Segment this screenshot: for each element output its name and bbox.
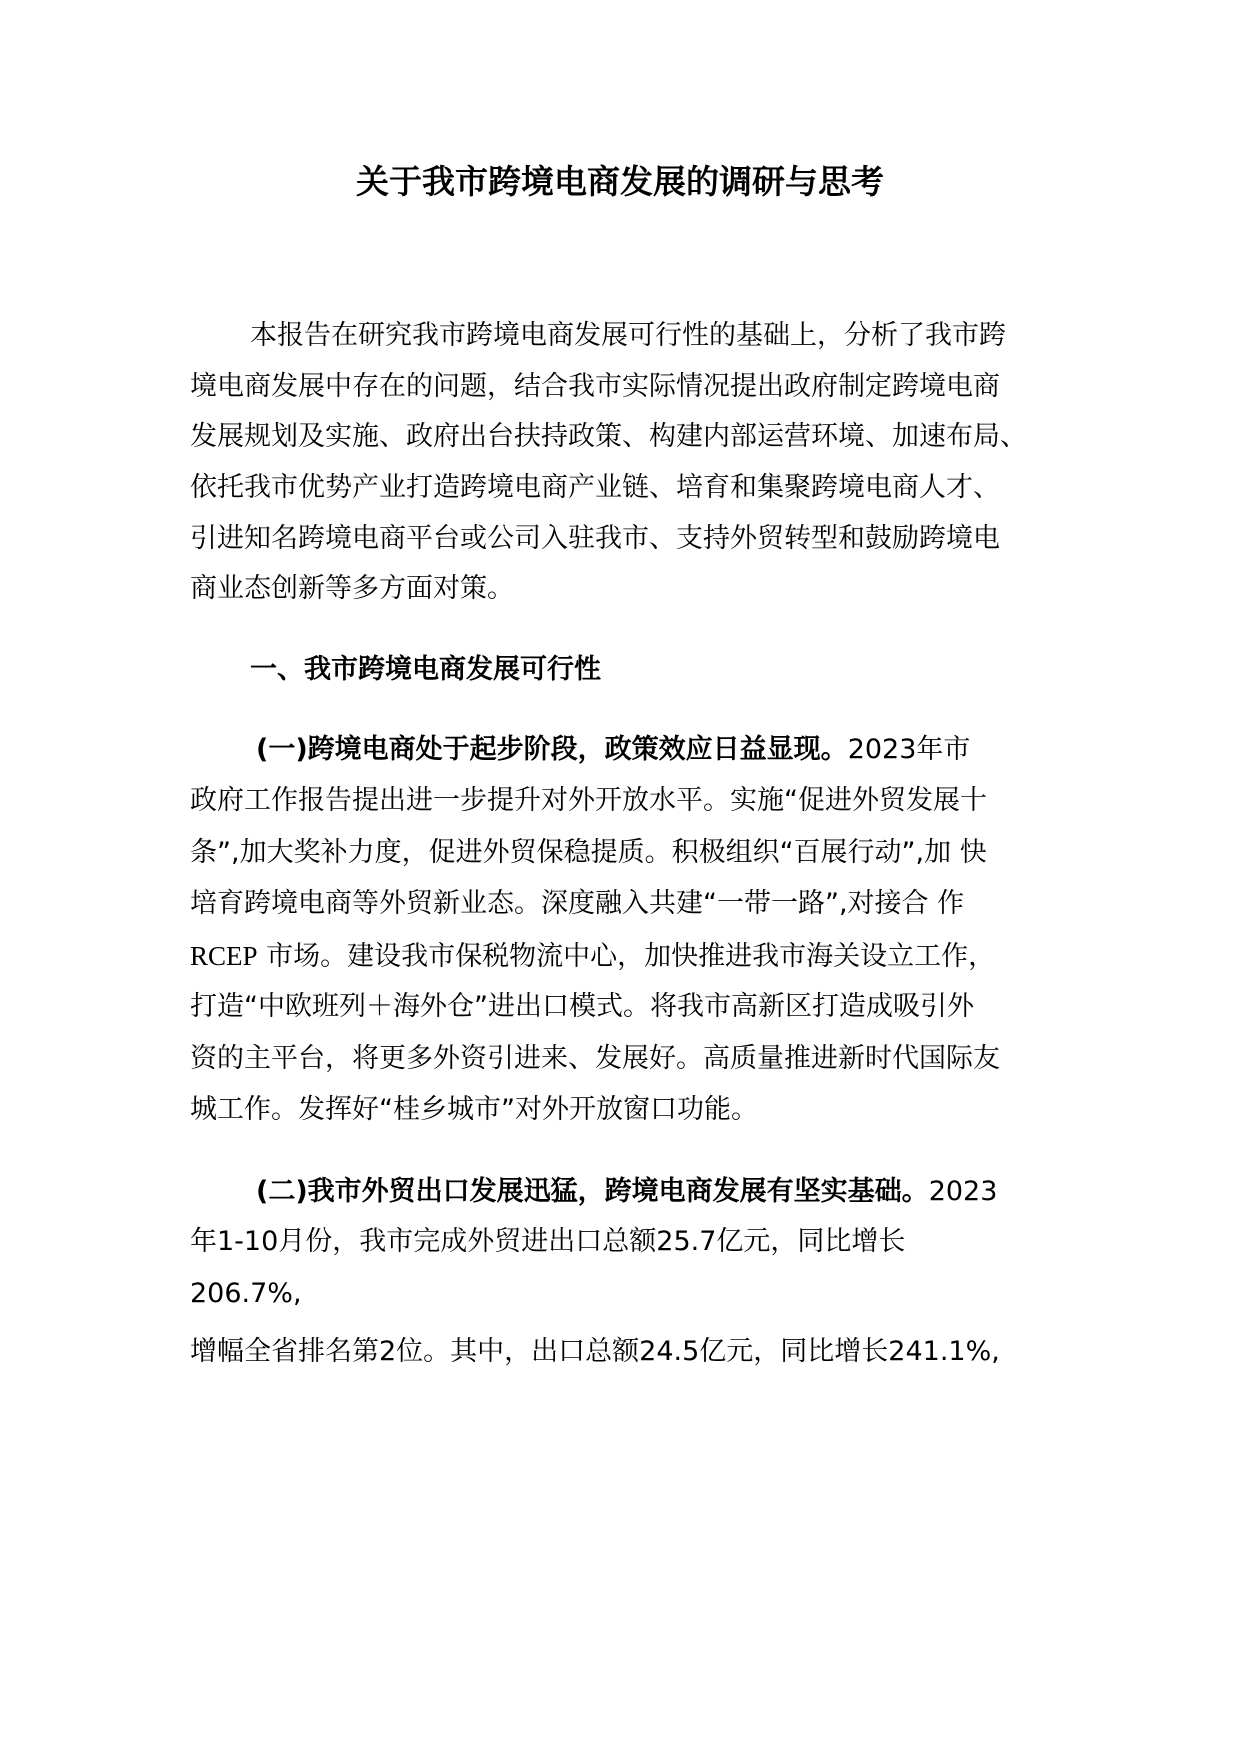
abstract-line-5: 引进知名跨境电商平台或公司入驻我市、支持外贸转型和鼓励跨境电 <box>190 523 1000 554</box>
section-heading: 一、我市跨境电商发展可行性 <box>250 654 601 685</box>
abstract-line-6: 商业态创新等多方面对策。 <box>190 573 514 604</box>
subsection-1-line-5-rest: 市场。建设我市保税物流中心，加快推进我市海关设立工作， <box>257 941 996 972</box>
subsection-2-lead: (二)我市外贸出口发展迅猛，跨境电商发展有坚实基础。 <box>256 1176 929 1207</box>
rcep-word: RCEP <box>190 941 258 971</box>
document-title: 关于我市跨境电商发展的调研与思考 <box>356 162 884 201</box>
subsection-2-line-3: 206.7%, <box>190 1278 302 1309</box>
subsection-1-first-line <box>256 730 970 770</box>
subsection-1-line-3: 条”,加大奖补力度，促进外贸保稳提质。积极组织“百展行动”,加 快 <box>190 837 987 868</box>
subsection-1-line-7: 资的主平台，将更多外资引进来、发展好。高质量推进新时代国际友 <box>190 1043 1000 1074</box>
subsection-1-line-4: 培育跨境电商等外贸新业态。深度融入共建“一带一路”,对接合 作 <box>190 888 965 919</box>
subsection-2-line-2: 年1-10月份，我市完成外贸进出口总额25.7亿元，同比增长 <box>190 1226 906 1257</box>
subsection-1-line-6: 打造“中欧班列＋海外仓”进出口模式。将我市高新区打造成吸引外 <box>190 991 974 1022</box>
abstract-line-4: 依托我市优势产业打造跨境电商产业链、培育和集聚跨境电商人才、 <box>190 472 1000 503</box>
subsection-2-line-4: 增幅全省排名第2位。其中，出口总额24.5亿元，同比增长241.1%, <box>190 1336 1000 1367</box>
subsection-1-first-tail: 2023年市 <box>847 734 971 765</box>
subsection-1-line-8: 城工作。发挥好“桂乡城市”对外开放窗口功能。 <box>190 1094 758 1125</box>
subsection-2-first-tail: 2023 <box>928 1176 998 1207</box>
abstract-line-2: 境电商发展中存在的问题，结合我市实际情况提出政府制定跨境电商 <box>190 371 1000 402</box>
subsection-2-first-line <box>256 1172 997 1212</box>
abstract-line-3: 发展规划及实施、政府出台扶持政策、构建内部运营环境、加速布局、 <box>190 421 1027 452</box>
subsection-1-line-5 <box>190 936 995 977</box>
subsection-1-line-2: 政府工作报告提出进一步提升对外开放水平。实施“促进外贸发展十 <box>190 785 987 816</box>
abstract-line-1: 本报告在研究我市跨境电商发展可行性的基础上，分析了我市跨 <box>250 320 1006 351</box>
subsection-1-lead: (一)跨境电商处于起步阶段，政策效应日益显现。 <box>256 734 848 765</box>
